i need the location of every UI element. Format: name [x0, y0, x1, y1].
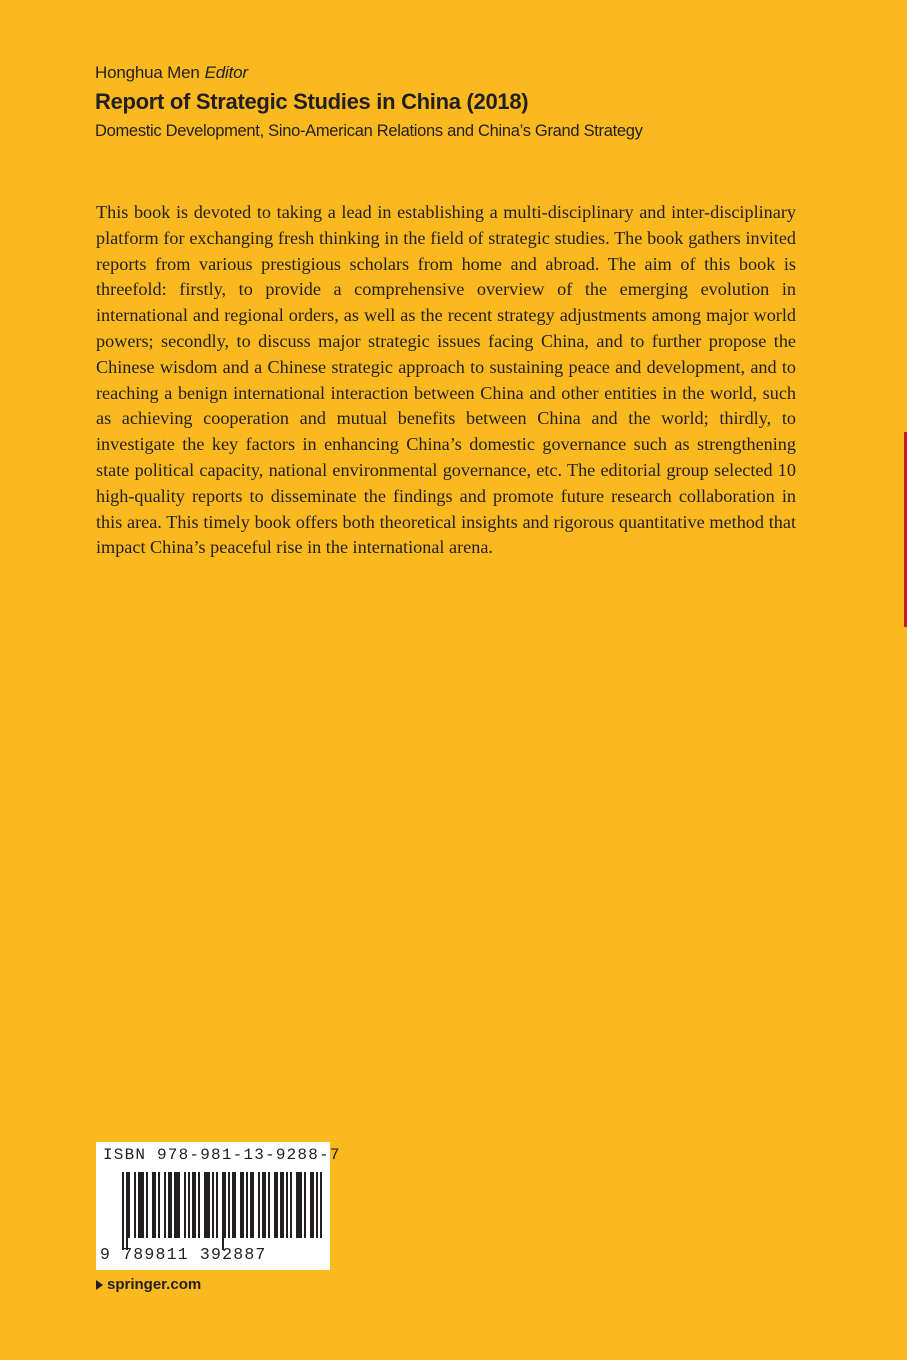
- barcode-bar: [286, 1172, 288, 1238]
- barcode-bar: [234, 1172, 236, 1238]
- barcode-digits: 9 789811 392887: [100, 1245, 267, 1264]
- barcode-bar: [320, 1172, 322, 1238]
- book-description: This book is devoted to taking a lead in establishing a multi-disciplinary and inter-disciplinary platform for exchanging fresh thinking in the field of strategic studies. The book gathers invited reports from various prestigious scholars from home and abroad. The aim of this book is threefold: firstly, to provide a comprehensive overview of the emerging evolution in international and regional orders, as well as the recent strategy adjustments among major world powers; secondly, to discuss major strategic issues facing China, and to further propose the Chinese wisdom and a Chinese strategic approach to sustaining peace and development, and to reaching a benign international interaction between China and other entities in the world, such as achieving cooperation and mutual benefits between China and the world; thirdly, to investigate the key factors in enhancing China’s domestic governance such as strengthening state political capacity, national environmental governance, etc. The editorial group selected 10 high-quality reports to disseminate the findings and promote future research collaboration in this area. This timely book offers both theoretical insights and rigorous quantitative method that impact China’s peaceful rise in the international arena.: [96, 202, 796, 558]
- barcode-bar: [212, 1172, 214, 1238]
- barcode-bar: [232, 1172, 234, 1238]
- barcode-bar: [188, 1172, 190, 1238]
- barcode-bar: [178, 1172, 180, 1238]
- barcode-bar: [194, 1172, 196, 1238]
- barcode-bar: [296, 1172, 298, 1238]
- barcode-bar: [126, 1172, 128, 1250]
- barcode-bar: [138, 1172, 140, 1238]
- barcode-bar: [264, 1172, 266, 1238]
- publisher-url: springer.com: [107, 1276, 202, 1293]
- barcode-bar: [258, 1172, 260, 1238]
- isbn-label: ISBN 978-981-13-9288-7: [103, 1146, 341, 1164]
- barcode-bar: [246, 1172, 248, 1238]
- editor-line: [95, 62, 855, 84]
- barcode-bar: [216, 1172, 218, 1238]
- barcode-bar: [174, 1172, 176, 1238]
- barcode-bar: [204, 1172, 206, 1238]
- barcode-bar: [274, 1172, 276, 1238]
- arrow-right-icon: [96, 1280, 103, 1290]
- barcode-bar: [280, 1172, 282, 1238]
- book-title: Report of Strategic Studies in China (2018): [95, 89, 529, 114]
- barcode-bar: [198, 1172, 200, 1238]
- barcode-bar: [152, 1172, 154, 1238]
- barcode-bar: [158, 1172, 160, 1238]
- barcode-bar: [192, 1172, 194, 1238]
- barcode-bar: [122, 1172, 124, 1250]
- barcode-bar: [290, 1172, 292, 1238]
- barcode-bar: [176, 1172, 178, 1238]
- barcode-bar: [140, 1172, 142, 1238]
- publisher-link[interactable]: [96, 1276, 201, 1293]
- barcode-bar: [224, 1172, 226, 1238]
- barcode-bar: [128, 1172, 130, 1238]
- barcode-bar: [222, 1172, 224, 1250]
- barcode-bar: [164, 1172, 166, 1238]
- barcode-bar: [142, 1172, 144, 1238]
- barcode-bar: [310, 1172, 312, 1238]
- barcode-bar: [206, 1172, 208, 1238]
- barcode-bar: [242, 1172, 244, 1238]
- barcode-bar: [228, 1172, 230, 1238]
- barcode-bar: [300, 1172, 302, 1238]
- barcode-bar: [134, 1172, 136, 1238]
- barcode-bar: [298, 1172, 300, 1238]
- barcode-bar: [304, 1172, 306, 1238]
- barcode-box: [96, 1142, 341, 1270]
- editor-role: Editor: [204, 63, 248, 82]
- barcode-bar: [276, 1172, 278, 1238]
- barcode-bar: [282, 1172, 284, 1238]
- barcode-bar: [312, 1172, 314, 1238]
- barcode-bar: [268, 1172, 270, 1238]
- barcode-bar: [170, 1172, 172, 1238]
- editor-name: Honghua Men: [95, 63, 200, 82]
- barcode-bar: [184, 1172, 186, 1238]
- barcode-bar: [240, 1172, 242, 1238]
- barcode-bar: [208, 1172, 210, 1238]
- barcode-bar: [252, 1172, 254, 1238]
- barcode-bar: [168, 1172, 170, 1238]
- cover-header: [95, 62, 855, 142]
- barcode-bar: [316, 1172, 318, 1238]
- barcode-bar: [250, 1172, 252, 1238]
- barcode-bar: [262, 1172, 264, 1238]
- barcode-bar: [146, 1172, 148, 1238]
- barcode-bar: [154, 1172, 156, 1238]
- book-subtitle: Domestic Development, Sino-American Relations and China’s Grand Strategy: [95, 122, 643, 140]
